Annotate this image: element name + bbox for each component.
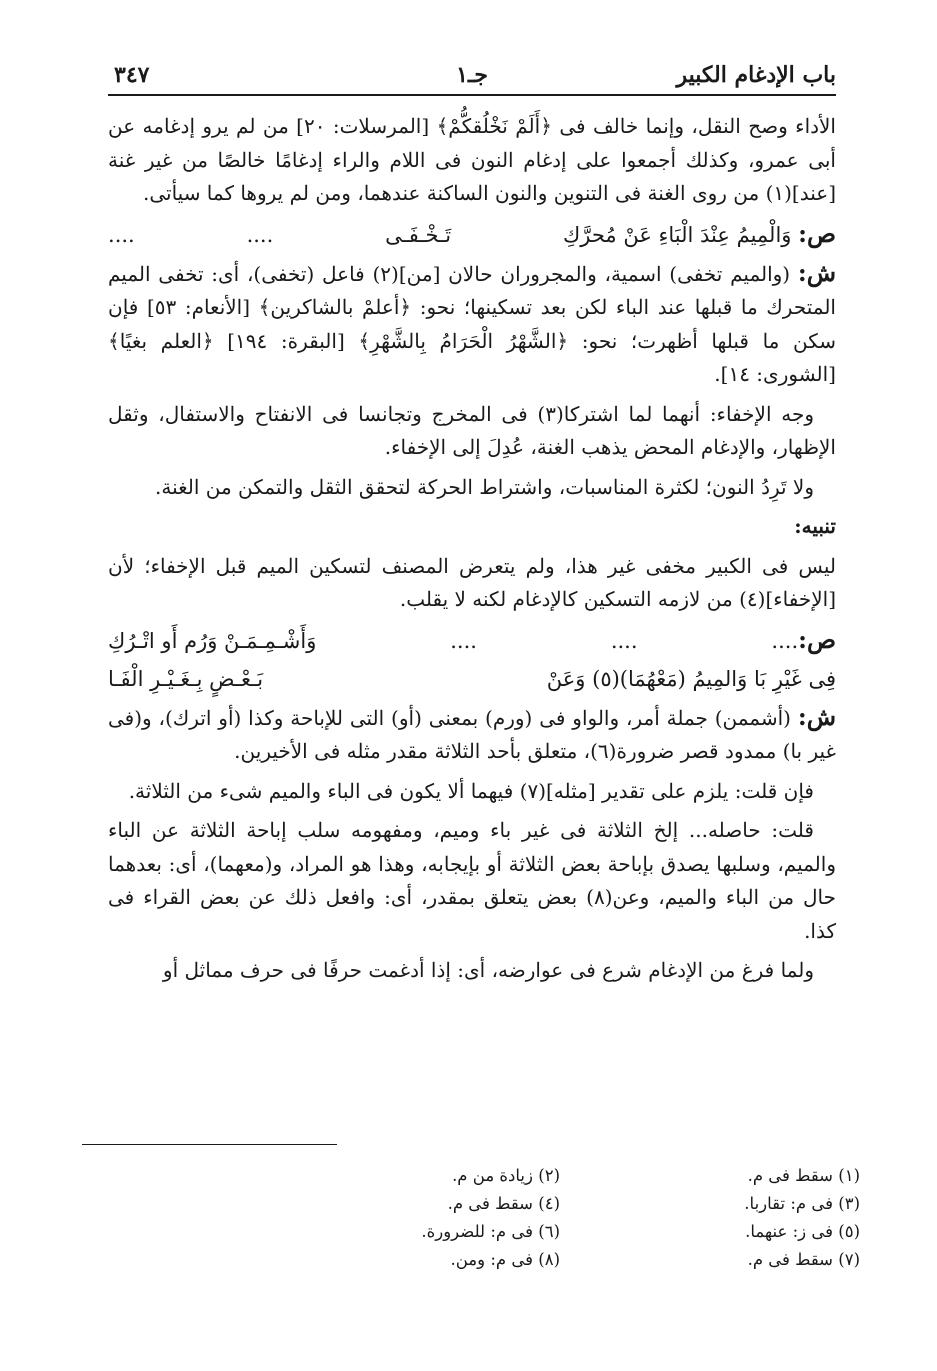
- paragraph: الأداء وصح النقل، وإنما خالف فى ﴿أَلَمْ نَخْلُقكُّمْ﴾ [المرسلات: ٢٠] من لم يرو إدغامه عن أبى عمرو، وكذلك أجمعوا على إدغام النون فى اللام والراء إدغامًا خالصًا من غير غنة [عند](١) من روى الغنة فى التنوين والنون الساكنة عندهما، ومن لم يروها كما سيأتى.: [108, 114, 836, 205]
- verse-ellipsis: ....: [610, 628, 638, 653]
- verse-ellipsis: ....: [108, 222, 135, 247]
- paragraph: وجه الإخفاء: أنهما لما اشتركا(٣) فى المخرج وتجانسا فى الانفتاح والاستفال، وثقل الإظهار، والإدغام المحض يذهب الغنة، عُدِلَ إلى الإخفاء.: [108, 401, 836, 459]
- footnote: (٣) فى م: تقاربا.: [744, 1194, 860, 1213]
- paragraph: ليس فى الكبير مخفى غير هذا، ولم يتعرض المصنف لتسكين الميم قبل الإخفاء؛ لأن [الإخفاء](٤) من لازمه التسكين كالإدغام لكنه لا يقلب.: [108, 553, 836, 611]
- footnote: (٤) سقط فى م.: [447, 1194, 560, 1213]
- commentary-marker: ش:: [797, 257, 837, 287]
- verse-ellipsis: ....: [771, 628, 799, 653]
- part-number: جـ١: [456, 62, 488, 88]
- commentary-paragraph: [108, 700, 836, 769]
- paragraph: ولما فرغ من الإدغام شرع فى عوارضه، أى: إذا أدغمت حرفًا فى حرف مماثل أو: [162, 958, 814, 982]
- verse-hemistich: تَـخْـفَـى: [385, 222, 452, 247]
- page-header: [108, 58, 836, 96]
- footnote: (٨) فى م: ومن.: [450, 1250, 560, 1269]
- footnote-divider: [82, 1144, 337, 1145]
- verse-ellipsis: ....: [450, 628, 477, 653]
- commentary-text: (والميم تخفى) اسمية، والمجروران حالان [من](٢) فاعل (تخفى)، أى: تخفى الميم المتحرك ما قبلها عند الباء لكن بعد تسكينها؛ نحو: ﴿أعلمْ بالشاكرين﴾ [الأنعام: ٥٣] فإن سكن ما قبلها أظهرت؛ نحو: ﴿الشَّهْرُ الْحَرَامُ بِالشَّهْرِ﴾ [البقرة: ١٩٤] ﴿العلم بغيًا﴾ [الشورى: ١٤].: [108, 261, 837, 386]
- verse-line: [108, 623, 836, 658]
- footnote: (٧) سقط فى م.: [747, 1250, 860, 1269]
- verse-line: [108, 217, 836, 252]
- paragraph: فإن قلت: يلزم على تقدير [مثله](٧) فيهما ألا يكون فى الباء والميم شىء من الثلاثة.: [128, 778, 814, 803]
- verse-marker: ص:: [798, 218, 836, 248]
- commentary-text: (أشممن) جملة أمر، والواو فى (ورم) بمعنى (أو) التى للإباحة وكذا (أو اترك)، و(فى غير با) ممدود قصر ضرورة(٦)، متعلق بأحد الثلاثة مقدر مثله فى الأخيرين.: [108, 705, 836, 763]
- footnote: (٥) فى ز: عنهما.: [745, 1222, 860, 1241]
- commentary-marker: ش:: [797, 701, 836, 731]
- commentary-paragraph: [108, 256, 836, 392]
- verse-hemistich: وَأَشْـمِـمَـنْ وَرُم أَو اتْـرُكِ: [108, 628, 317, 653]
- footnote: (١) سقط فى م.: [747, 1166, 860, 1185]
- footnotes: [300, 1162, 860, 1274]
- verse-ellipsis: ....: [246, 222, 274, 247]
- paragraph: ولا تَرِدُ النون؛ لكثرة المناسبات، واشتراط الحركة لتحقق الثقل والتمكن من الغنة.: [154, 474, 814, 499]
- verse-hemistich: بَـعْـضٍ بِـغَـيْـرِ الْفَـا: [108, 666, 264, 691]
- verse-hemistich: فِى غَيْرِ بَا وَالمِيمُ (مَعْهُمَا)(٥) وَعَنْ: [546, 666, 836, 691]
- chapter-title: باب الإدغام الكبير: [676, 62, 836, 88]
- footnote: (٦) فى م: للضرورة.: [421, 1222, 560, 1241]
- section-heading: تنبيه:: [794, 514, 836, 538]
- book-page: [108, 58, 836, 994]
- paragraph: قلت: حاصله... إلخ الثلاثة فى غير باء وميم، ومفهومه سلب إباحة الثلاثة عن الباء والميم، وسلبها يصدق بإباحة بعض الثلاثة أو بإيجابه، وهذا هو المراد، و(معهما)، أى: بعدهما حال من الباء والميم، وعن(٨) بعض يتعلق بمقدر، أى: وافعل ذلك عن بعض القراء فى كذا.: [108, 818, 836, 943]
- page-body: [108, 110, 836, 988]
- footnote: (٢) زيادة من م.: [452, 1166, 560, 1185]
- verse-hemistich: وَالْمِيمُ عِنْدَ الْبَاءِ عَنْ مُحرَّكِ: [562, 222, 792, 247]
- page-number: ٣٤٧: [114, 62, 150, 88]
- verse-line: [108, 662, 836, 696]
- verse-marker: ص:: [798, 624, 836, 654]
